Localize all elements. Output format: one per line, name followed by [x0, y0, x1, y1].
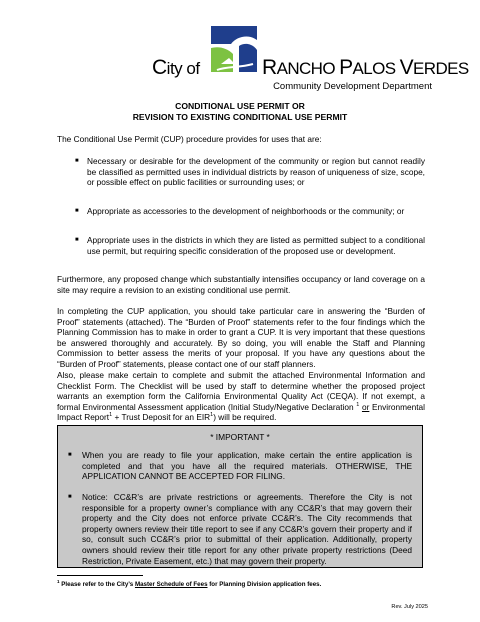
square-bullet-icon: ■ [68, 494, 72, 500]
use-bullet-item [75, 235, 425, 256]
furthermore-paragraph: Furthermore, any proposed change which substantially intensifies occupancy or land coverage on a site may require a revision to an existing conditional use permit. [57, 274, 425, 295]
important-notice-box [57, 425, 423, 568]
bullet-text: Notice: CC&R’s are private restrictions or agreements. Therefore the City is not responsible for a property owner’s compliance with any CC&R’s that may govern their property and the City does not enforce private CC&R’s. The City recommends that property owners review their title report to see if any CC&R’s govern their property and if so, consult such CC&R’s prior to submittal of their application. Additionally, property owners should review their title report for any other private property restrictions (Deed Restriction, Private Easement, etc.) that may govern their property. [82, 492, 412, 566]
revision-date: Rev. July 2025 [391, 604, 428, 610]
city-of-label: City of [152, 56, 200, 79]
bullet-text: Appropriate as accessories to the development of neighborhoods or the community; or [87, 206, 405, 216]
bullet-text: Necessary or desirable for the development of the community or region but cannot readily be classified as permitted uses in individual districts by reason of uniqueness of size, scope, or possible effect on public facilities or surrounding uses; or [87, 156, 425, 188]
intro-paragraph: The Conditional Use Permit (CUP) procedure provides for uses that are: [57, 134, 322, 144]
document-title-line-1: CONDITIONAL USE PERMIT OR [175, 101, 305, 111]
footnote-divider [57, 575, 143, 576]
use-bullet-item [75, 156, 425, 188]
square-bullet-icon: ■ [75, 237, 79, 243]
square-bullet-icon: ■ [75, 208, 79, 214]
use-bullet-item [75, 206, 425, 217]
footnote: $^1$ Please refer to the City’s Master Schedule of Fees for Planning Division application fees. [57, 578, 322, 588]
bullet-text: When you are ready to file your application, make certain the entire application is completed and that you have all the required materials. OTHERWISE, THE APPLICATION CANNOT BE ACCEPTED FOR FILING. [82, 450, 412, 482]
department-name: Community Development Department [273, 81, 432, 92]
burden-of-proof-paragraph: In completing the CUP application, you should take particular care in answering the “Burden of Proof” statements (attached). The “Burden of Proof” statements refer to the four findings which the Planning Commission has to make in order to grant a CUP. It is very important that these questions be answered thoroughly and accurately. By so doing, you will enable the Staff and Planning Commission to better assess the merits of your proposal. If you have any questions about the “Burden of Proof” statements, please contact one of our staff planners. [57, 306, 425, 369]
environmental-paragraph: Also, please make certain to complete and submit the attached Environmental Information and Checklist Form. The Checklist will be used by staff to determine whether the proposed project warrants an exemption form the California Environmental Quality Act (CEQA). If not exempt, a formal Environmental Assessment application (Initial Study/Negative Declaration $^1$ or Environmental Impact Report$^1$ + Trust Deposit for an EIR$^1$) will be required. [57, 370, 426, 423]
important-bullet-item [68, 492, 412, 566]
square-bullet-icon: ■ [75, 158, 79, 164]
city-wave-logo-icon [209, 24, 259, 76]
master-schedule-of-fees-link[interactable]: Master Schedule of Fees [134, 581, 208, 588]
bullet-text: Appropriate uses in the districts in which they are listed as permitted subject to a conditional use permit, but requiring specific consideration of the proposed use or development. [87, 235, 425, 256]
important-bullet-item [68, 450, 412, 482]
important-heading: * IMPORTANT * [210, 432, 270, 442]
square-bullet-icon: ■ [68, 452, 72, 458]
document-title-line-2: REVISION TO EXISTING CONDITIONAL USE PERMIT [132, 112, 348, 122]
city-name-wordmark: RANCHO PALOS VERDES [262, 56, 469, 79]
